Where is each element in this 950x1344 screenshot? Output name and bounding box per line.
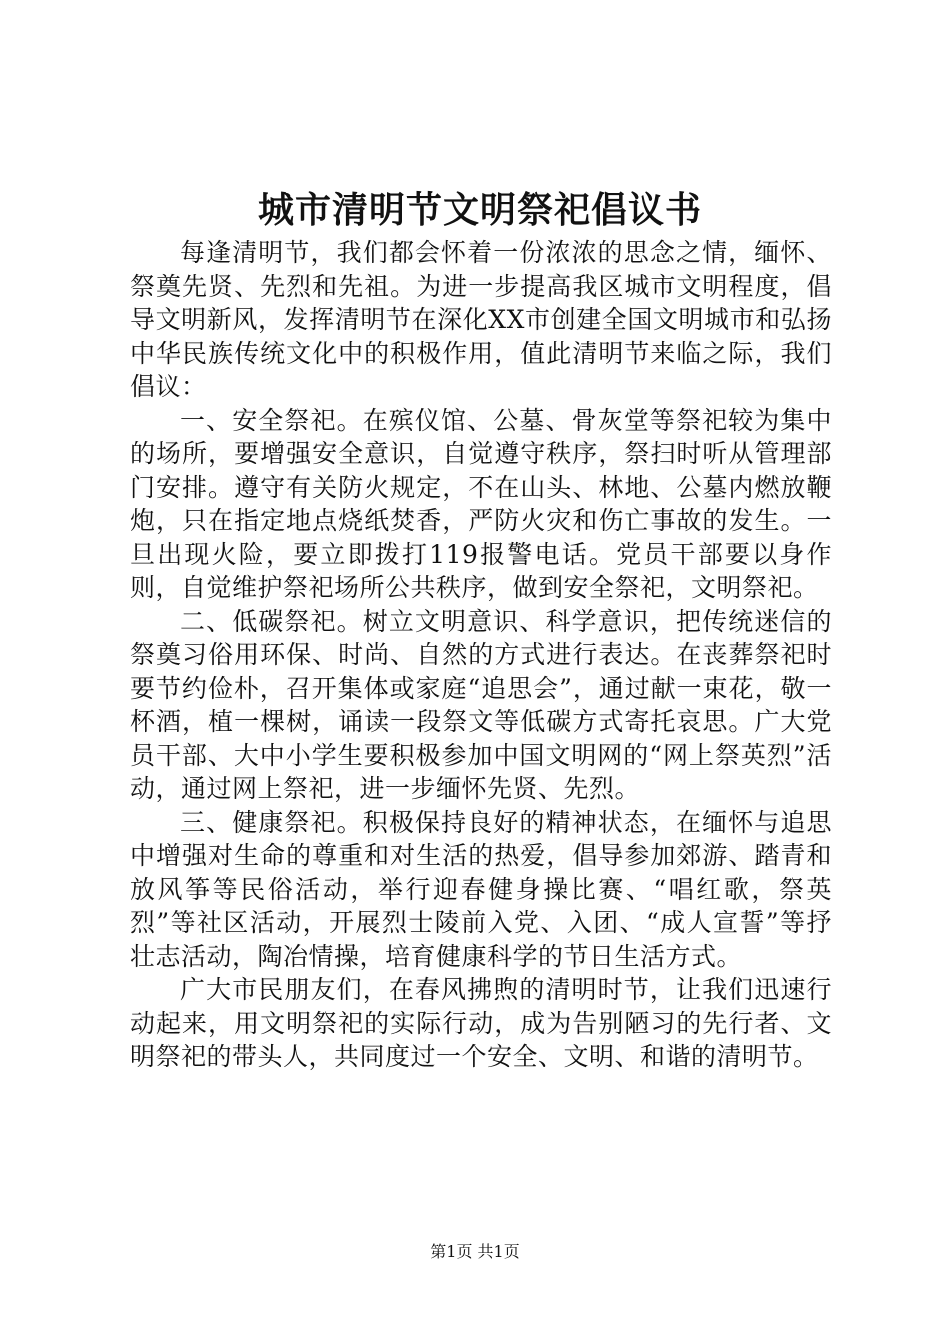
document-title: 城市清明节文明祭祀倡议书 <box>257 189 702 231</box>
document-body <box>130 236 832 1074</box>
paragraph-closing: 广大市民朋友们，在春风拂煦的清明时节，让我们迅速行动起来，用文明祭祀的实际行动，成为告别陋习的先行者、文明祭祀的带头人，共同度过一个安全、文明、和谐的清明节。 <box>130 975 832 1071</box>
paragraph-low-carbon-worship: 二、低碳祭祀。树立文明意识、科学意识，把传统迷信的祭奠习俗用环保、时尚、自然的方式进行表达。在丧葬祭祀时要节约俭朴，召开集体或家庭“追思会”，通过献一束花，敬一杯酒，植一棵树，诵读一段祭文等低碳方式寄托哀思。广大党员干部、大中小学生要积极参加中国文明网的“网上祭英烈”活动，通过网上祭祀，进一步缅怀先贤、先烈。 <box>130 606 832 803</box>
paragraph-intro: 每逢清明节，我们都会怀着一份浓浓的思念之情，缅怀、祭奠先贤、先烈和先祖。为进一步提高我区城市文明程度，倡导文明新风，发挥清明节在深化XX市创建全国文明城市和弘扬中华民族传统文化中的积极作用，值此清明节来临之际，我们倡议： <box>130 238 832 401</box>
paragraph-healthy-worship: 三、健康祭祀。积极保持良好的精神状态，在缅怀与追思中增强对生命的尊重和对生活的热爱，倡导参加郊游、踏青和放风筝等民俗活动，举行迎春健身操比赛、“唱红歌，祭英烈”等社区活动，开展烈士陵前入党、入团、“成人宣誓”等抒壮志活动，陶冶情操，培育健康科学的节日生活方式。 <box>130 807 832 971</box>
paragraph-safe-worship: 一、安全祭祀。在殡仪馆、公墓、骨灰堂等祭祀较为集中的场所，要增强安全意识，自觉遵守秩序，祭扫时听从管理部门安排。遵守有关防火规定，不在山头、林地、公墓内燃放鞭炮，只在指定地点烧纸焚香，严防火灾和伤亡事故的发生。一旦出现火险，要立即拨打119报警电话。党员干部要以身作则，自觉维护祭祀场所公共秩序，做到安全祭祀，文明祭祀。 <box>130 405 832 602</box>
page-footer: 第1页 共1页 <box>430 1242 520 1261</box>
